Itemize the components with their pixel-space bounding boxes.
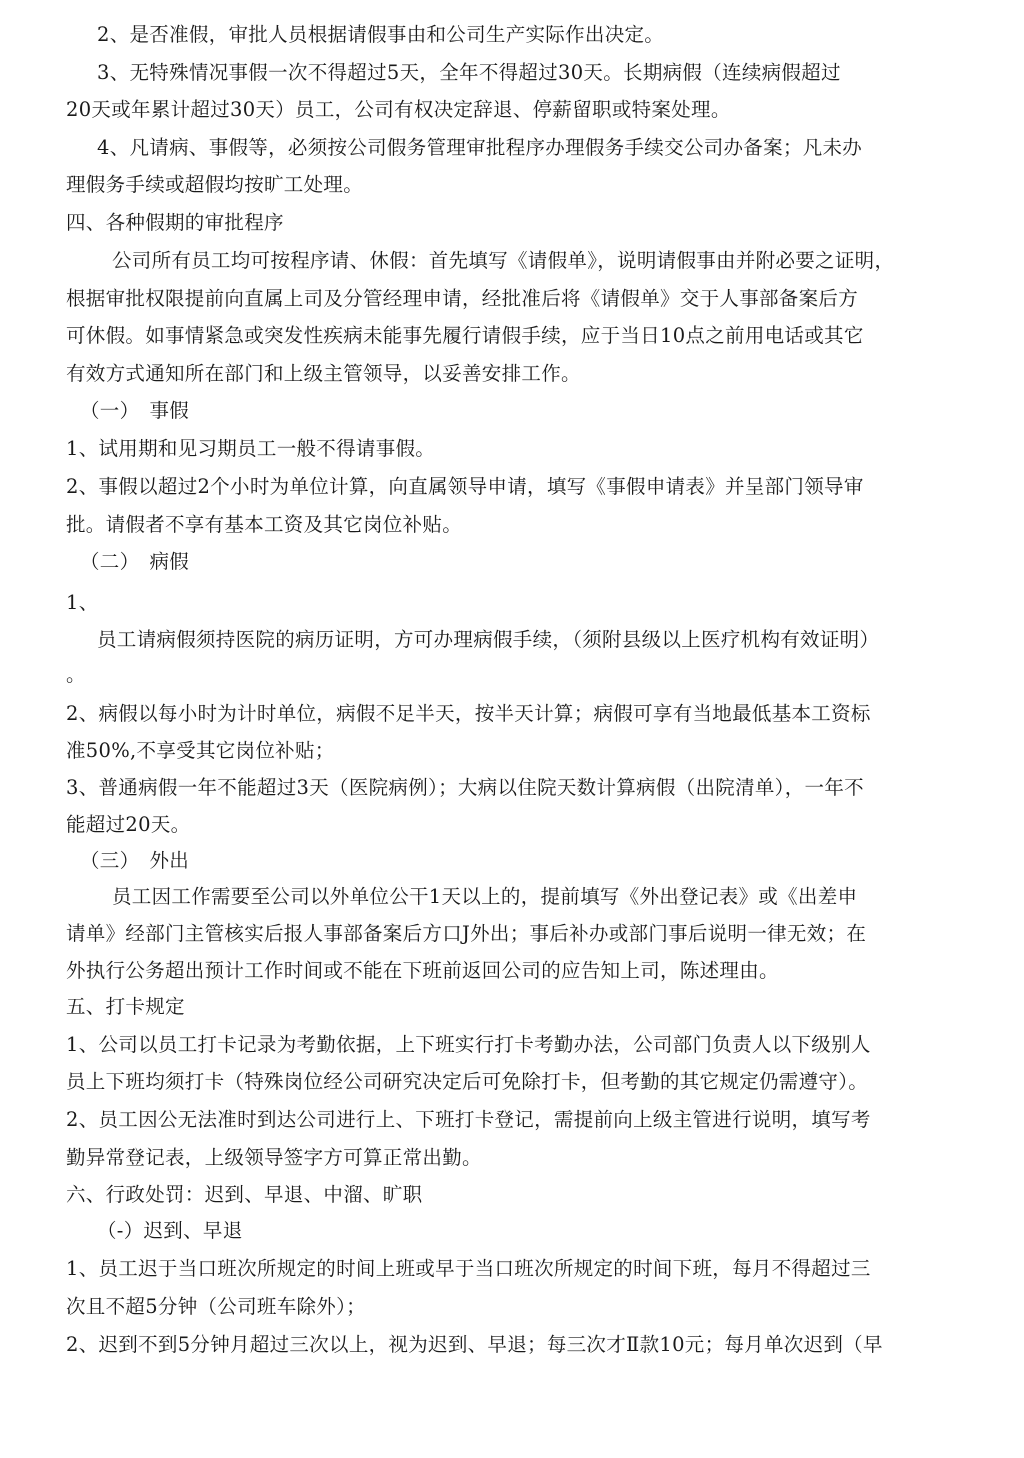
text-line: 2、病假以每小时为计时单位，病假不足半天，按半天计算；病假可享有当地最低基本工资标 — [66, 702, 871, 725]
text-line: 次且不超5分钟（公司班车除外）； — [66, 1295, 366, 1318]
text-line: 2、是否准假，审批人员根据请假事由和公司生产实际作出决定。 — [97, 23, 665, 46]
text-line: 2、迟到不到5分钟月超过三次以上，视为迟到、早退；每三次才Ⅱ款10元；每月单次迟到（早 — [66, 1333, 883, 1356]
text-line: 1、 — [66, 591, 99, 614]
text-line: 有效方式通知所在部门和上级主管领导，以妥善安排工作。 — [66, 362, 581, 385]
text-line: 员工因工作需要至公司以外单位公干1天以上的，提前填写《外出登记表》或《出差申 — [112, 885, 858, 908]
text-line: 2、事假以超过2个小时为单位计算，向直属领导申请，填写《事假申请表》并呈部门领导审 — [66, 475, 864, 498]
subsection-heading: （三） 外出 — [80, 849, 190, 872]
text-line: 1、公司以员工打卡记录为考勤依据，上下班实行打卡考勤办法，公司部门负责人以下级别人 — [66, 1033, 871, 1056]
text-line: 3、普通病假一年不能超过3天（医院病例）；大病以住院天数计算病假（出院清单），一年不 — [66, 776, 864, 799]
section-heading: 五、打卡规定 — [66, 995, 185, 1018]
text-line: 可休假。如事情紧急或突发性疾病未能事先履行请假手续，应于当日10点之前用电话或其它 — [66, 324, 864, 347]
subsection-heading: （二） 病假 — [80, 550, 190, 573]
text-line: 2、员工因公无法准时到达公司进行上、下班打卡登记，需提前向上级主管进行说明，填写考 — [66, 1108, 871, 1131]
text-line: 。 — [66, 663, 86, 686]
section-heading: 六、行政处罚：迟到、早退、中溜、旷职 — [66, 1183, 423, 1206]
text-line: 批。请假者不享有基本工资及其它岗位补贴。 — [66, 513, 463, 536]
text-line: 根据审批权限提前向直属上司及分管经理申请，经批准后将《请假单》交于人事部备案后方 — [66, 287, 859, 310]
text-line: 外执行公务超出预计工作时间或不能在下班前返回公司的应告知上司，陈述理由。 — [66, 959, 779, 982]
text-line: 理假务手续或超假均按旷工处理。 — [66, 173, 364, 196]
text-line: 准50%,不享受其它岗位补贴； — [66, 739, 335, 762]
text-line: 1、员工迟于当口班次所规定的时间上班或早于当口班次所规定的时间下班，每月不得超过三 — [66, 1257, 871, 1280]
subsection-heading: （-）迟到、早退 — [97, 1219, 243, 1242]
text-line: 员上下班均须打卡（特殊岗位经公司研究决定后可免除打卡，但考勤的其它规定仍需遵守）。 — [66, 1070, 869, 1093]
text-line: 4、凡请病、事假等，必须按公司假务管理审批程序办理假务手续交公司办备案；凡未办 — [97, 136, 863, 159]
text-line: 勤异常登记表，上级领导签字方可算正常出勤。 — [66, 1146, 482, 1169]
text-line: 请单》经部门主管核实后报人事部备案后方口J外出；事后补办或部门事后说明一律无效；在 — [66, 922, 867, 945]
subsection-heading: （一） 事假 — [80, 399, 190, 422]
text-line: 公司所有员工均可按程序请、休假：首先填写《请假单》，说明请假事由并附必要之证明， — [112, 249, 895, 272]
text-line: 能超过20天。 — [66, 813, 191, 836]
section-heading: 四、各种假期的审批程序 — [66, 211, 284, 234]
text-line: 3、无特殊情况事假一次不得超过5天，全年不得超过30天。长期病假（连续病假超过 — [97, 61, 841, 84]
text-line: 1、试用期和见习期员工一般不得请事假。 — [66, 437, 436, 460]
text-line: 员工请病假须持医院的病历证明，方可办理病假手续，（须附县级以上医疗机构有效证明） — [97, 628, 880, 651]
text-line: 20天或年累计超过30天）员工，公司有权决定辞退、停薪留职或特案处理。 — [66, 98, 731, 121]
